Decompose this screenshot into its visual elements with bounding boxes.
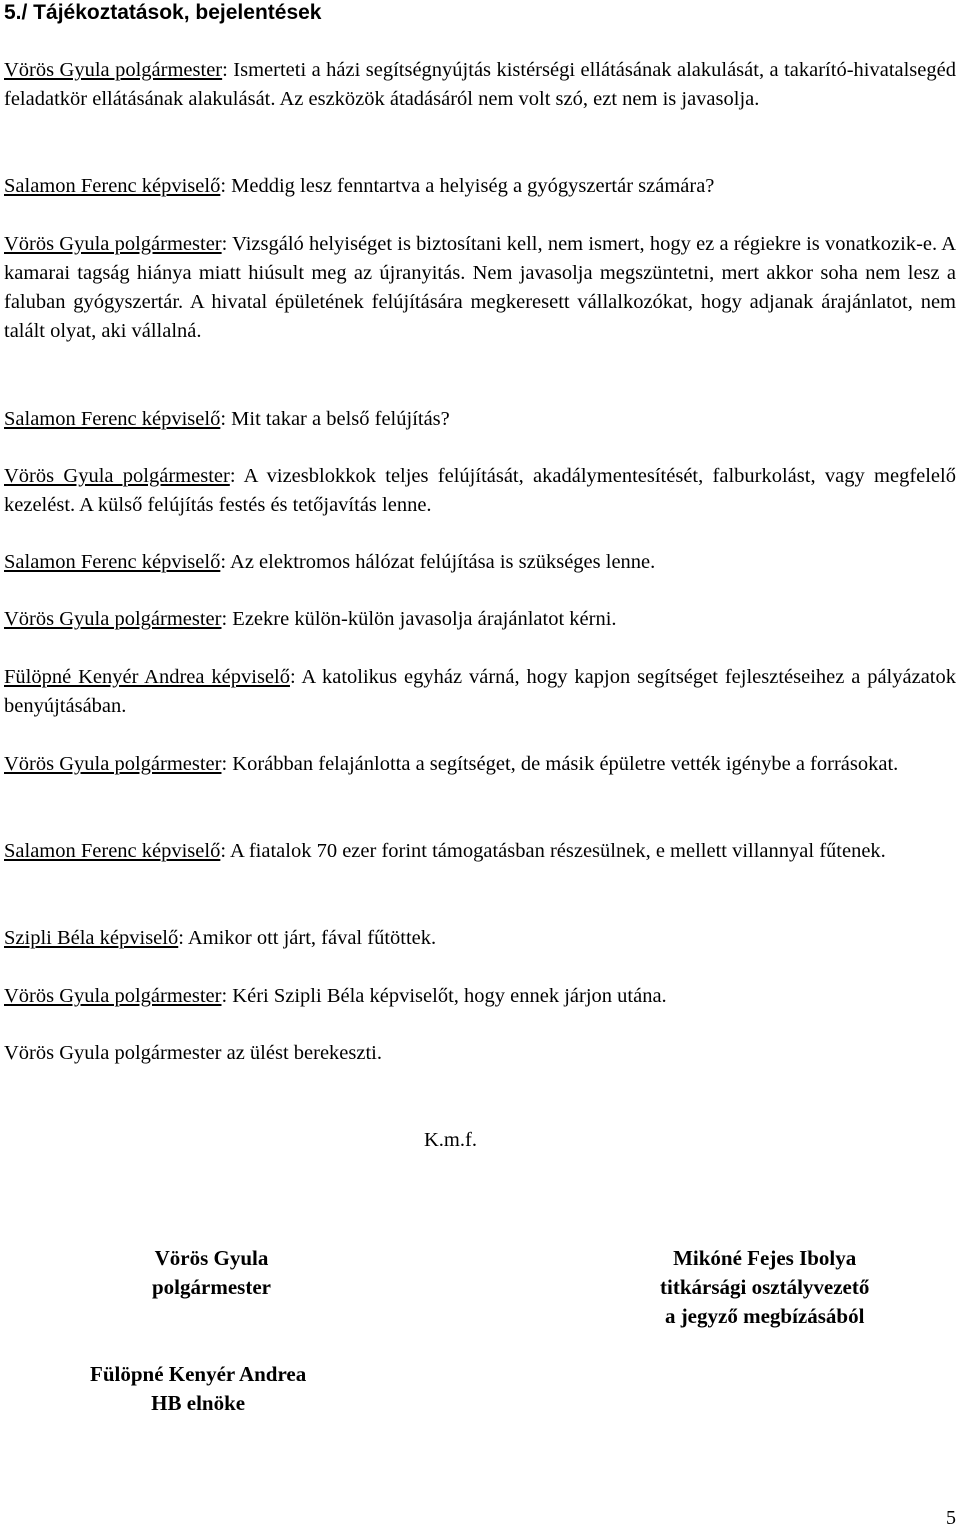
speaker-name: Vörös Gyula polgármester — [4, 59, 223, 81]
speaker-name: Vörös Gyula polgármester — [4, 753, 222, 775]
speaker-name: Vörös Gyula polgármester — [4, 985, 222, 1007]
paragraph — [4, 982, 956, 1011]
page-number: 5 — [946, 1507, 956, 1529]
speaker-name: Vörös Gyula polgármester — [4, 608, 222, 630]
paragraph-text: : Mit takar a belső felújítás? — [220, 408, 450, 430]
section-heading: 5./ Tájékoztatások, bejelentések — [4, 1, 322, 24]
signature-name: Mikóné Fejes Ibolya — [673, 1246, 857, 1270]
paragraph — [4, 924, 956, 953]
paragraph — [4, 230, 956, 346]
closing-statement: Vörös Gyula polgármester az ülést berekeszti. — [4, 1042, 382, 1064]
paragraph-text: : Ezekre külön-külön javasolja árajánlatot kérni. — [221, 608, 617, 630]
paragraph — [4, 750, 956, 779]
signature-name: Vörös Gyula — [154, 1246, 269, 1270]
speaker-name: Salamon Ferenc képviselő — [4, 551, 221, 573]
signature-mayor — [152, 1244, 271, 1302]
paragraph — [4, 837, 956, 866]
signature-title: HB elnöke — [151, 1391, 246, 1415]
paragraph-text: : A vizesblokkok teljes felújítását, akadálymentesítését, falburkolást, vagy megfelelő kezelést. A külső felújítás festés és tetőjavítás lenne. — [4, 465, 956, 516]
paragraph — [4, 462, 956, 520]
paragraph — [4, 405, 956, 434]
paragraph — [4, 663, 956, 721]
signature-hb-chair — [90, 1360, 306, 1418]
speaker-name: Vörös Gyula polgármester — [4, 233, 222, 255]
signature-name: Fülöpné Kenyér Andrea — [90, 1362, 307, 1386]
speaker-name: Vörös Gyula polgármester — [4, 465, 230, 487]
speaker-name: Salamon Ferenc képviselő — [4, 408, 221, 430]
kmf-mark: K.m.f. — [424, 1129, 477, 1151]
signature-subtitle: a jegyző megbízásából — [664, 1304, 865, 1328]
speaker-name: Salamon Ferenc képviselő — [4, 175, 221, 197]
signature-title: titkársági osztályvezető — [660, 1275, 870, 1299]
signature-title: polgármester — [152, 1275, 271, 1299]
paragraph-text: : Korábban felajánlotta a segítséget, de másik épületre vették igénybe a forrásokat. — [221, 753, 899, 775]
paragraph-text: : Vizsgáló helyiséget is biztosítani kell, nem ismert, hogy ez a régiekre is vonatkozik-e. A kamarai tagság hiánya miatt hiúsult meg az újranyitás. Nem javasolja megszüntetni, mert akkor soha nem lesz a faluban gyógyszertár. A hivatal épületének felújítására megkeresett vállalkozókat, hogy adjanak árajánlatot, nem talált olyat, aki vállalná. — [4, 233, 956, 342]
paragraph — [4, 56, 956, 114]
paragraph — [4, 548, 956, 577]
speaker-name: Fülöpné Kenyér Andrea képviselő — [4, 666, 290, 688]
speaker-name: Szipli Béla képviselő — [4, 927, 179, 949]
paragraph-text: : Az elektromos hálózat felújítása is szükséges lenne. — [220, 551, 656, 573]
paragraph-text: : A fiatalok 70 ezer forint támogatásban részesülnek, e mellett villannyal fűtenek. — [220, 840, 886, 862]
paragraph — [4, 605, 956, 634]
paragraph-text: : Meddig lesz fenntartva a helyiség a gyógyszertár számára? — [220, 175, 715, 197]
paragraph — [4, 172, 956, 201]
paragraph-text: : A katolikus egyház várná, hogy kapjon segítséget fejlesztéseihez a pályázatok benyújtásában. — [4, 666, 956, 717]
paragraph-text: : Kéri Szipli Béla képviselőt, hogy ennek járjon utána. — [221, 985, 667, 1007]
speaker-name: Salamon Ferenc képviselő — [4, 840, 221, 862]
signature-secretary — [660, 1244, 869, 1331]
paragraph-text: : Amikor ott járt, fával fűtöttek. — [178, 927, 437, 949]
paragraph-text: : Ismerteti a házi segítségnyújtás kistérségi ellátásának alakulását, a takarító-hivatalsegéd feladatkör ellátásának alakulását. Az eszközök átadásáról nem volt szó, ezt nem is javasolja. — [4, 59, 956, 110]
